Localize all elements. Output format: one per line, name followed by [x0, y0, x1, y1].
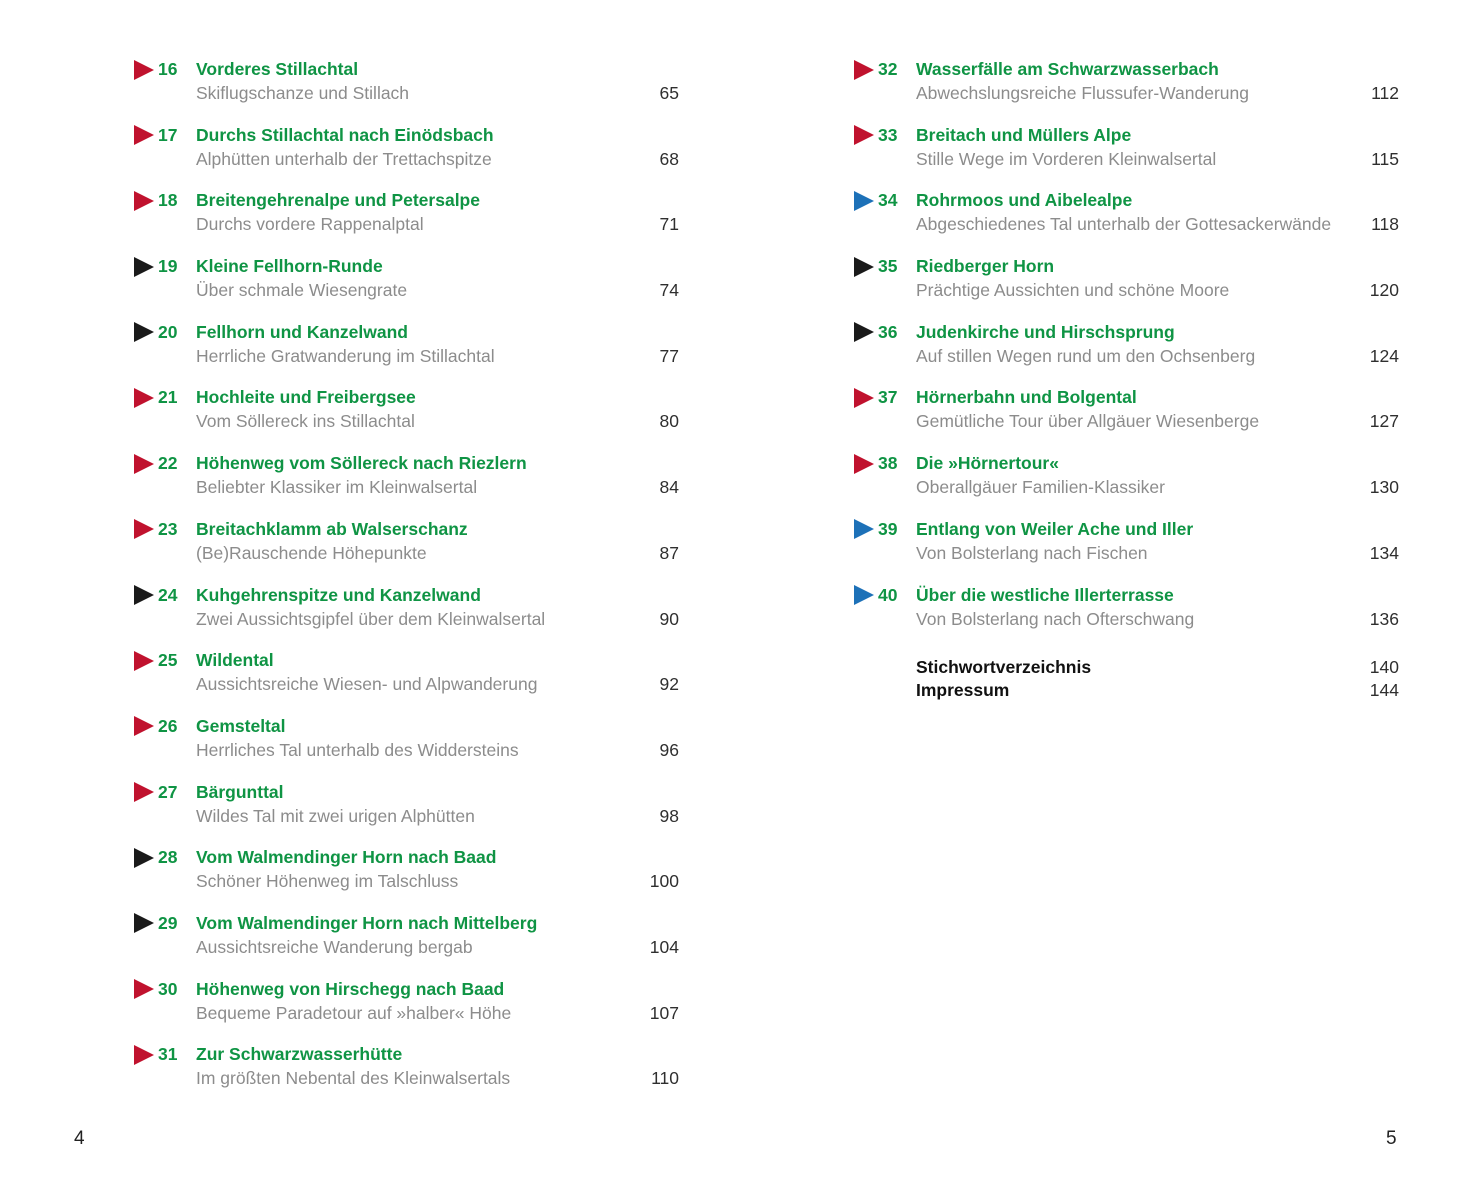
toc-entry-head: [134, 255, 679, 278]
toc-entry: [854, 124, 1399, 190]
tour-number: 22: [158, 453, 178, 474]
tour-marker-triangle-icon: [134, 322, 154, 342]
tour-marker-triangle-icon: [134, 125, 154, 145]
tour-page-number: 87: [659, 542, 679, 563]
toc-entry-head: [134, 1043, 679, 1066]
tour-title: Vorderes Stillachtal: [196, 59, 359, 79]
tour-title: Höhenweg von Hirschegg nach Baad: [196, 978, 505, 999]
toc-entry-head: [854, 321, 1399, 344]
tour-number: 24: [158, 584, 178, 605]
tour-subtitle: Aussichtsreiche Wanderung bergab: [196, 936, 473, 957]
tour-page-number: 120: [1369, 280, 1399, 301]
tour-page-number: 98: [659, 805, 679, 826]
tour-subtitle: Abwechslungsreiche Flussufer-Wanderung: [916, 83, 1249, 103]
toc-extras: [916, 657, 1399, 702]
toc-entry: [134, 58, 679, 124]
toc-extra-row: [916, 657, 1399, 680]
tour-title: Breitach und Müllers Alpe: [916, 124, 1132, 145]
tour-marker-triangle-icon: [854, 388, 874, 408]
tour-title: Höhenweg vom Söllereck nach Riezlern: [196, 453, 527, 474]
tour-marker-triangle-icon: [134, 913, 154, 933]
tour-marker-triangle-icon: [854, 454, 874, 474]
toc-entry-head: [134, 58, 679, 81]
tour-subtitle: Auf stillen Wegen rund um den Ochsenberg: [916, 345, 1256, 366]
toc-entry-subline: [196, 609, 679, 631]
toc-entry-subline: [196, 477, 679, 499]
tour-marker-triangle-icon: [134, 1045, 154, 1065]
tour-number: 35: [878, 256, 898, 277]
tour-marker-triangle-icon: [854, 191, 874, 211]
toc-entry: [134, 386, 679, 452]
tour-number: 17: [158, 124, 178, 145]
tour-title: Über die westliche Illerterrasse: [916, 584, 1174, 605]
toc-entry: [134, 518, 679, 584]
tour-marker-triangle-icon: [854, 125, 874, 145]
tour-title: Breitengehrenalpe und Petersalpe: [196, 190, 480, 211]
tour-number: 27: [158, 781, 178, 802]
toc-entry-head: [134, 386, 679, 409]
toc-entry-head: [854, 386, 1399, 409]
tour-number: 30: [158, 978, 178, 999]
toc-entry: [134, 255, 679, 321]
tour-page-number: 68: [659, 148, 679, 169]
tour-number: 16: [158, 59, 178, 79]
toc-entry-subline: [196, 1068, 679, 1090]
tour-subtitle: Von Bolsterlang nach Fischen: [916, 542, 1148, 563]
toc-entry-head: [854, 58, 1399, 81]
tour-subtitle: (Be)Rauschende Höhepunkte: [196, 542, 427, 563]
tour-subtitle: Herrliches Tal unterhalb des Widdersteins: [196, 739, 519, 760]
tour-marker-triangle-icon: [854, 257, 874, 277]
toc-entry-subline: [916, 83, 1399, 105]
tour-title: Hochleite und Freibergsee: [196, 387, 416, 408]
tour-subtitle: Vom Söllereck ins Stillachtal: [196, 411, 415, 432]
tour-subtitle: Durchs vordere Rappenalptal: [196, 214, 424, 235]
tour-number: 23: [158, 518, 178, 539]
toc-entry-subline: [196, 280, 679, 302]
toc-entry-subline: [196, 214, 679, 236]
toc-entry: [134, 321, 679, 387]
tour-marker-triangle-icon: [134, 848, 154, 868]
tour-marker-triangle-icon: [854, 585, 874, 605]
toc-entry: [134, 912, 679, 978]
tour-title: Bärgunttal: [196, 781, 284, 802]
toc-entry-subline: [196, 871, 679, 893]
tour-title: Wasserfälle am Schwarzwasserbach: [916, 59, 1219, 79]
toc-entry: [854, 452, 1399, 518]
toc-entry-subline: [196, 937, 679, 959]
toc-entry: [134, 452, 679, 518]
tour-page-number: 115: [1371, 148, 1399, 169]
tour-page-number: 77: [659, 345, 679, 366]
tour-number: 34: [878, 190, 898, 211]
extra-page-number: 144: [1369, 679, 1399, 700]
toc-entry: [854, 58, 1399, 124]
tour-number: 20: [158, 321, 178, 342]
tour-marker-triangle-icon: [134, 585, 154, 605]
toc-entry-subline: [196, 543, 679, 565]
toc-entry-subline: [916, 149, 1399, 171]
toc-entry-head: [854, 584, 1399, 607]
tour-marker-triangle-icon: [134, 60, 154, 80]
toc-entry-subline: [916, 411, 1399, 433]
tour-title: Kleine Fellhorn-Runde: [196, 256, 383, 277]
tour-title: Zur Schwarzwasserhütte: [196, 1044, 403, 1065]
tour-title: Fellhorn und Kanzelwand: [196, 321, 408, 342]
toc-entry: [134, 715, 679, 781]
toc-entry-head: [134, 649, 679, 672]
tour-title: Judenkirche und Hirschsprung: [916, 321, 1175, 342]
tour-subtitle: Wildes Tal mit zwei urigen Alphütten: [196, 805, 475, 826]
toc-entry-subline: [196, 740, 679, 762]
tour-marker-triangle-icon: [134, 388, 154, 408]
toc-entry-head: [134, 715, 679, 738]
tour-subtitle: Skiflugschanze und Stillach: [196, 83, 410, 103]
toc-entry-head: [134, 912, 679, 935]
tour-page-number: 80: [659, 411, 679, 432]
tour-marker-triangle-icon: [854, 519, 874, 539]
tour-title: Die »Hörnertour«: [916, 453, 1059, 474]
tour-title: Wildental: [196, 650, 274, 671]
tour-marker-triangle-icon: [134, 979, 154, 999]
folio-right: 5: [1386, 1128, 1397, 1149]
tour-number: 18: [158, 190, 178, 211]
folio-left: 4: [74, 1128, 85, 1149]
toc-entry-subline: [196, 149, 679, 171]
tour-page-number: 110: [651, 1068, 679, 1089]
toc-entry-subline: [916, 543, 1399, 565]
toc-entry-subline: [196, 1003, 679, 1025]
extra-page-number: 140: [1369, 657, 1399, 678]
toc-entry: [854, 584, 1399, 650]
tour-subtitle: Herrliche Gratwanderung im Stillachtal: [196, 345, 495, 366]
toc-entry-head: [134, 189, 679, 212]
extra-label: Stichwortverzeichnis: [916, 657, 1092, 678]
tour-page-number: 74: [659, 280, 679, 301]
tour-subtitle: Prächtige Aussichten und schöne Moore: [916, 280, 1230, 301]
tour-title: Gemsteltal: [196, 715, 286, 736]
toc-entry: [134, 189, 679, 255]
toc-extra-row: [916, 680, 1399, 703]
tour-subtitle: Aussichtsreiche Wiesen- und Alpwanderung: [196, 674, 538, 695]
tour-title: Vom Walmendinger Horn nach Baad: [196, 847, 497, 868]
tour-page-number: 92: [659, 674, 679, 695]
toc-entry-head: [854, 255, 1399, 278]
toc-entry: [134, 124, 679, 190]
tour-title: Durchs Stillachtal nach Einödsbach: [196, 124, 494, 145]
tour-number: 36: [878, 321, 898, 342]
toc-entry-subline: [196, 83, 679, 105]
tour-page-number: 84: [659, 477, 679, 498]
toc-entry-subline: [916, 214, 1399, 236]
toc-entry: [854, 386, 1399, 452]
tour-marker-triangle-icon: [134, 519, 154, 539]
toc-entry-subline: [916, 477, 1399, 499]
tour-number: 33: [878, 124, 898, 145]
tour-number: 29: [158, 912, 178, 933]
tour-title: Breitachklamm ab Walserschanz: [196, 518, 468, 539]
tour-page-number: 100: [649, 871, 679, 892]
toc-entry-head: [854, 189, 1399, 212]
toc-entry-subline: [916, 346, 1399, 368]
tour-number: 32: [878, 59, 898, 79]
toc-entry: [134, 978, 679, 1044]
tour-subtitle: Bequeme Paradetour auf »halber« Höhe: [196, 1002, 512, 1023]
tour-page-number: 112: [1371, 83, 1399, 103]
tour-page-number: 130: [1369, 477, 1399, 498]
toc-entry: [134, 649, 679, 715]
toc-column-left: [134, 58, 679, 1109]
tour-page-number: 104: [649, 936, 679, 957]
toc-entry-subline: [196, 411, 679, 433]
tour-number: 26: [158, 715, 178, 736]
tour-subtitle: Über schmale Wiesengrate: [196, 280, 408, 301]
toc-entry: [134, 1043, 679, 1109]
toc-entry-subline: [196, 806, 679, 828]
tour-page-number: 96: [659, 739, 679, 760]
tour-title: Rohrmoos und Aibelealpe: [916, 190, 1133, 211]
tour-title: Entlang von Weiler Ache und Iller: [916, 518, 1194, 539]
tour-number: 38: [878, 453, 898, 474]
toc-entry-head: [134, 452, 679, 475]
tour-number: 40: [878, 584, 898, 605]
tour-subtitle: Alphütten unterhalb der Trettachspitze: [196, 148, 492, 169]
tour-marker-triangle-icon: [854, 322, 874, 342]
tour-page-number: 136: [1369, 608, 1399, 629]
toc-entry-head: [134, 846, 679, 869]
tour-marker-triangle-icon: [134, 651, 154, 671]
toc-entry-head: [854, 124, 1399, 147]
toc-entry: [134, 846, 679, 912]
toc-entry-head: [134, 321, 679, 344]
tour-subtitle: Schöner Höhenweg im Talschluss: [196, 871, 459, 892]
tour-marker-triangle-icon: [134, 782, 154, 802]
toc-entry-subline: [196, 674, 679, 696]
toc-column-right: [854, 58, 1399, 702]
tour-title: Vom Walmendinger Horn nach Mittelberg: [196, 912, 538, 933]
tour-subtitle: Von Bolsterlang nach Ofterschwang: [916, 608, 1195, 629]
tour-number: 37: [878, 387, 898, 408]
toc-entry: [854, 518, 1399, 584]
tour-subtitle: Abgeschiedenes Tal unterhalb der Gottesackerwände: [916, 214, 1332, 235]
extra-label: Impressum: [916, 679, 1010, 700]
tour-subtitle: Zwei Aussichtsgipfel über dem Kleinwalsertal: [196, 608, 546, 629]
toc-entry: [854, 321, 1399, 387]
toc-entry-head: [134, 978, 679, 1001]
tour-page-number: 71: [659, 214, 679, 235]
tour-subtitle: Beliebter Klassiker im Kleinwalsertal: [196, 477, 478, 498]
toc-entry-head: [854, 518, 1399, 541]
tour-marker-triangle-icon: [134, 257, 154, 277]
tour-title: Hörnerbahn und Bolgental: [916, 387, 1137, 408]
tour-subtitle: Oberallgäuer Familien-Klassiker: [916, 477, 1165, 498]
toc-entry-head: [134, 781, 679, 804]
toc-entry-head: [134, 124, 679, 147]
toc-entry: [134, 584, 679, 650]
tour-title: Riedberger Horn: [916, 256, 1055, 277]
tour-subtitle: Stille Wege im Vorderen Kleinwalsertal: [916, 148, 1217, 169]
tour-page-number: 134: [1369, 542, 1399, 563]
tour-subtitle: Im größten Nebental des Kleinwalsertals: [196, 1068, 511, 1089]
toc-entry-head: [134, 518, 679, 541]
tour-page-number: 107: [649, 1002, 679, 1023]
toc-entry: [854, 189, 1399, 255]
tour-page-number: 124: [1369, 345, 1399, 366]
toc-entry-head: [134, 584, 679, 607]
toc-entry-subline: [196, 346, 679, 368]
tour-number: 25: [158, 650, 178, 671]
toc-entry-subline: [916, 280, 1399, 302]
tour-marker-triangle-icon: [854, 60, 874, 80]
tour-number: 39: [878, 518, 898, 539]
toc-entry-subline: [916, 609, 1399, 631]
tour-number: 21: [158, 387, 178, 408]
tour-marker-triangle-icon: [134, 454, 154, 474]
toc-entry: [134, 781, 679, 847]
tour-subtitle: Gemütliche Tour über Allgäuer Wiesenberge: [916, 411, 1260, 432]
tour-number: 19: [158, 256, 178, 277]
tour-marker-triangle-icon: [134, 191, 154, 211]
tour-page-number: 65: [659, 83, 679, 103]
tour-marker-triangle-icon: [134, 716, 154, 736]
tour-page-number: 90: [659, 608, 679, 629]
tour-number: 31: [158, 1044, 178, 1065]
tour-number: 28: [158, 847, 178, 868]
tour-page-number: 127: [1369, 411, 1399, 432]
toc-entry-head: [854, 452, 1399, 475]
toc-entry: [854, 255, 1399, 321]
tour-page-number: 118: [1371, 214, 1399, 235]
tour-title: Kuhgehrenspitze und Kanzelwand: [196, 584, 481, 605]
